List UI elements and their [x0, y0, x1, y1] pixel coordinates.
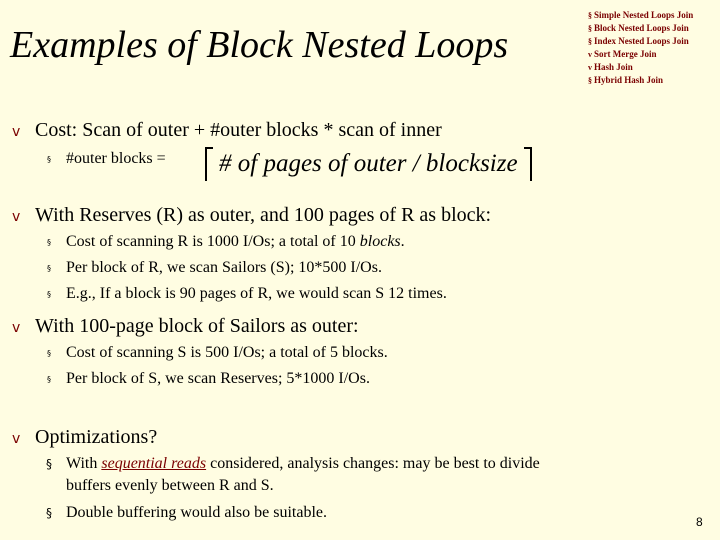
toc-item-label: Hybrid Hash Join: [594, 75, 664, 85]
toc-item[interactable]: [588, 74, 716, 87]
optimization-item-text: With: [66, 455, 102, 472]
ceiling-right-bracket: [524, 147, 532, 181]
reserves-item: Per block of R, we scan Sailors (S); 10*500 I/Os.: [66, 259, 382, 276]
optimization-item: Double buffering would also be suitable.: [66, 504, 327, 521]
diamond-bullet-icon: v: [12, 320, 21, 336]
optimization-item-continuation: buffers evenly between R and S.: [66, 477, 274, 494]
toc-bullet-icon: v: [588, 63, 592, 72]
square-bullet-icon: §: [46, 457, 52, 471]
optimizations-heading: Optimizations?: [35, 426, 158, 448]
toc-item-label: Simple Nested Loops Join: [594, 10, 694, 20]
diamond-bullet-icon: v: [12, 124, 21, 140]
toc-bullet-icon: v: [588, 50, 592, 59]
toc-item-label: Index Nested Loops Join: [594, 36, 689, 46]
toc-item-label: Hash Join: [594, 62, 633, 72]
sailors-item: Per block of S, we scan Reserves; 5*1000 I/Os.: [66, 370, 370, 387]
cost-heading: Cost: Scan of outer + #outer blocks * scan of inner: [35, 119, 442, 141]
optimization-item: [66, 456, 540, 472]
sailors-item: Cost of scanning S is 500 I/Os; a total of 5 blocks.: [66, 344, 388, 361]
ceiling-left-bracket: [205, 147, 213, 181]
toc-item[interactable]: [588, 61, 716, 74]
toc-item[interactable]: [588, 9, 716, 22]
toc-item[interactable]: [588, 48, 716, 61]
optimization-item-text: considered, analysis changes: may be best to divide: [206, 455, 540, 472]
square-bullet-icon: §: [47, 264, 51, 273]
square-bullet-icon: §: [47, 349, 51, 358]
reserves-item: E.g., If a block is 90 pages of R, we would scan S 12 times.: [66, 285, 447, 302]
square-bullet-icon: §: [47, 375, 51, 384]
square-bullet-icon: §: [47, 238, 51, 247]
diamond-bullet-icon: v: [12, 431, 21, 447]
square-bullet-icon: §: [46, 506, 52, 520]
formula-text: # of pages of outer / blocksize: [219, 150, 518, 177]
toc-list: [588, 9, 716, 87]
toc-bullet-icon: §: [588, 37, 592, 46]
reserves-item-emphasis: blocks: [359, 233, 401, 250]
reserves-heading: With Reserves (R) as outer, and 100 pages of R as block:: [35, 204, 492, 226]
diamond-bullet-icon: v: [12, 209, 21, 225]
toc-item[interactable]: [588, 22, 716, 35]
reserves-item-text: .: [400, 233, 405, 250]
toc-item-label: Sort Merge Join: [594, 49, 657, 59]
slide-title: Examples of Block Nested Loops: [10, 24, 509, 66]
square-bullet-icon: §: [47, 155, 51, 164]
ceiling-formula: [205, 146, 532, 182]
square-bullet-icon: §: [47, 290, 51, 299]
toc-item[interactable]: [588, 35, 716, 48]
sequential-reads-link[interactable]: sequential reads: [101, 455, 207, 472]
page-number: 8: [696, 515, 703, 529]
toc-bullet-icon: §: [588, 11, 592, 20]
sailors-heading: With 100-page block of Sailors as outer:: [35, 315, 359, 337]
toc-bullet-icon: §: [588, 24, 592, 33]
toc-item-label: Block Nested Loops Join: [594, 23, 689, 33]
outer-blocks-label: #outer blocks =: [66, 150, 166, 167]
reserves-item-text: Cost of scanning R is 1000 I/Os; a total of 10: [66, 233, 360, 250]
toc-bullet-icon: §: [588, 76, 592, 85]
reserves-item: [66, 234, 405, 250]
